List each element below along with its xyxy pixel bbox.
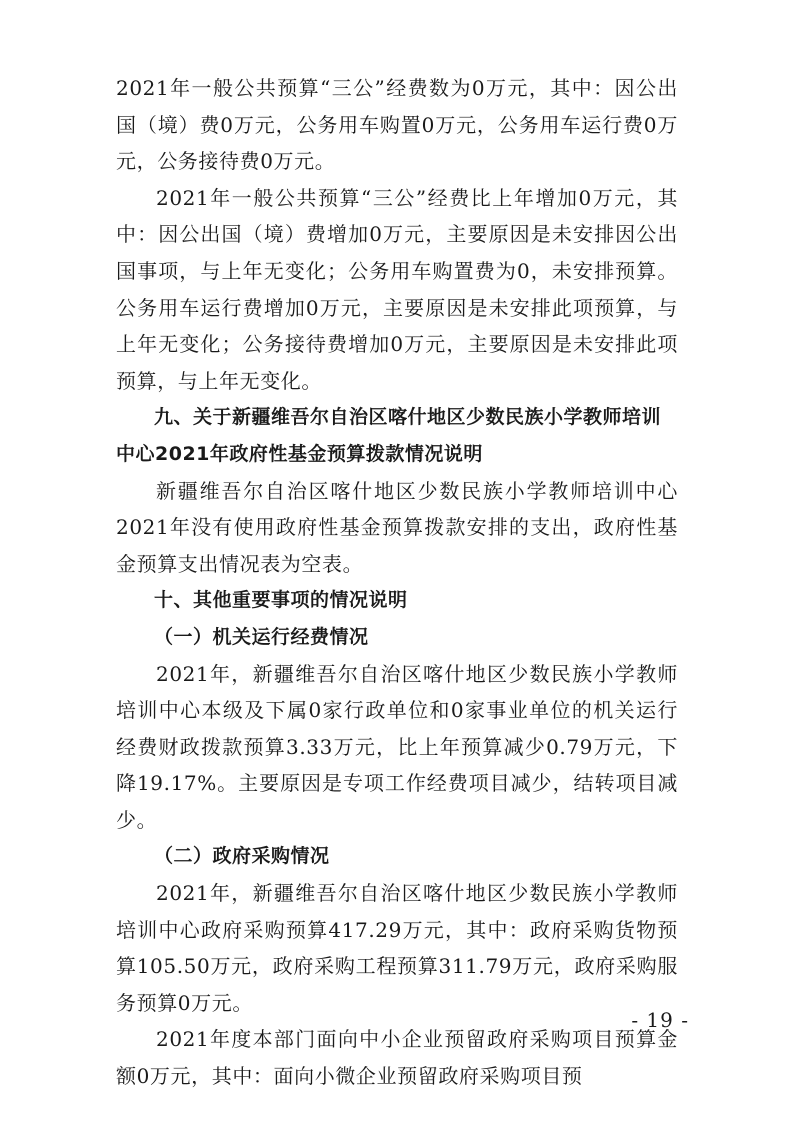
page-body — [116, 70, 678, 1095]
paragraph-procurement-budget: 2021年，新疆维吾尔自治区喀什地区少数民族小学教师培训中心政府采购预算417.29万元，其中：政府采购货物预算105.50万元，政府采购工程预算311.79万元，政府采购服务预算0万元。 — [116, 881, 678, 1015]
paragraph-sme-procurement: 2021年度本部门面向中小企业预留政府采购项目预算金额0万元，其中：面向小微企业预留政府采购项目预 — [116, 1027, 678, 1089]
paragraph-sangong-change: 2021年一般公共预算“三公”经费比上年增加0万元，其中：因公出国（境）费增加0万元，主要原因是未安排因公出国事项，与上年无变化；公务用车购置费为0，未安排预算。公务用车运行费增加0万元，主要原因是未安排此项预算，与上年无变化；公务接待费增加0万元，主要原因是未安排此项预算，与上年无变化。 — [116, 185, 678, 393]
paragraph-government-fund: 新疆维吾尔自治区喀什地区少数民族小学教师培训中心2021年没有使用政府性基金预算拨款安排的支出，政府性基金预算支出情况表为空表。 — [116, 478, 678, 576]
subheading-procurement: （二）政府采购情况 — [154, 845, 330, 868]
page-number: - 19 - — [631, 1008, 689, 1032]
subheading-operating-expenses: （一）机关运行经费情况 — [154, 625, 369, 648]
section-heading-10: 十、其他重要事项的情况说明 — [154, 589, 408, 612]
section-heading-9: 九、关于新疆维吾尔自治区喀什地区少数民族小学教师培训中心2021年政府性基金预算拨款情况说明 — [116, 406, 662, 465]
paragraph-operating-expenses: 2021年，新疆维吾尔自治区喀什地区少数民族小学教师培训中心本级及下属0家行政单位和0家事业单位的机关运行经费财政拨款预算3.33万元，比上年预算减少0.79万元，下降19.17%。主要原因是专项工作经费项目减少，结转项目减少。 — [116, 661, 678, 832]
paragraph-sangong-budget: 2021年一般公共预算“三公”经费数为0万元，其中：因公出国（境）费0万元，公务用车购置0万元，公务用车运行费0万元，公务接待费0万元。 — [116, 76, 678, 174]
